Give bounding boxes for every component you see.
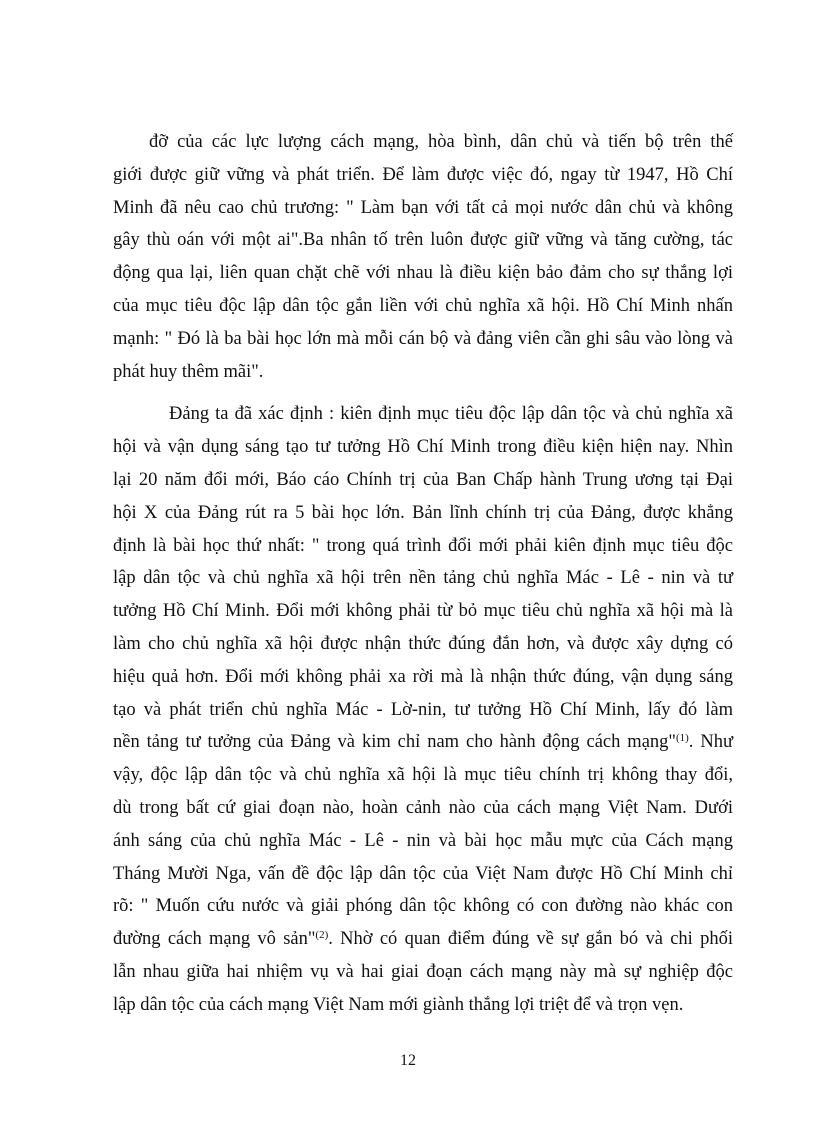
footnote-ref: (1)	[675, 732, 689, 745]
text-line: hiệu quả hơn. Đổi mới không phải xa rời mà là nhận thức đúng, vận dụng sáng	[113, 666, 733, 687]
text-line: rõ: " Muốn cứu nước và giải phóng dân tộc không có con đường nào khác con	[113, 896, 733, 917]
text-line: tưởng Hồ Chí Minh. Đổi mới không phải từ bỏ mục tiêu chủ nghĩa xã hội mà là	[113, 601, 733, 622]
text-line: làm cho chủ nghĩa xã hội được nhận thức đúng đắn hơn, và được xây dựng có	[113, 633, 733, 654]
footnote-ref: (2)	[315, 929, 329, 942]
text-line: gây thù oán với một ai".Ba nhân tố trên luôn được giữ vững và tăng cường, tác	[113, 230, 733, 251]
text-line: dù trong bất cứ giai đoạn nào, hoàn cảnh nào của cách mạng Việt Nam. Dưới	[113, 797, 733, 818]
text-line: ánh sáng của chủ nghĩa Mác - Lê - nin và bài học mẫu mực của Cách mạng	[113, 830, 733, 851]
text-line: động qua lại, liên quan chặt chẽ với nhau là điều kiện bảo đảm cho sự thắng lợi	[113, 263, 733, 284]
text-line: mạnh: " Đó là ba bài học lớn mà mỗi cán bộ và đảng viên cần ghi sâu vào lòng và	[113, 328, 733, 349]
body-text	[113, 126, 733, 1022]
text-line: lại 20 năm đổi mới, Báo cáo Chính trị của Ban Chấp hành Trung ương tại Đại	[113, 469, 733, 490]
text-line: Tháng Mười Nga, vấn đề độc lập dân tộc của Việt Nam được Hồ Chí Minh chỉ	[113, 863, 733, 884]
text-line: lập dân tộc của cách mạng Việt Nam mới giành thắng lợi triệt để và trọn vẹn.	[113, 994, 684, 1015]
text-line: của mục tiêu độc lập dân tộc gắn liền với chủ nghĩa xã hội. Hồ Chí Minh nhấn	[113, 295, 733, 316]
text-line: hội X của Đảng rút ra 5 bài học lớn. Bản lĩnh chính trị của Đảng, được khẳng	[113, 502, 733, 523]
text-fragment: . Nhờ có quan điểm đúng về sự gắn bó và chi phối	[328, 929, 733, 950]
text-line: phát huy thêm mãi".	[113, 361, 264, 382]
text-line: đỡ của các lực lượng cách mạng, hòa bình, dân chủ và tiến bộ trên thế	[149, 132, 733, 152]
text-line: tạo và phát triển chủ nghĩa Mác - Lờ-nin, tư tưởng Hồ Chí Minh, lấy đó làm	[113, 699, 733, 720]
text-line: Minh đã nêu cao chủ trương: " Làm bạn với tất cả mọi nước dân chủ và không	[113, 197, 733, 218]
text-fragment: đường cách mạng vô sản"	[113, 929, 316, 950]
text-line: vậy, độc lập dân tộc và chủ nghĩa xã hội là mục tiêu chính trị không thay đổi,	[113, 765, 733, 786]
text-fragment: . Như	[688, 732, 733, 753]
text-line-with-footnote	[113, 726, 733, 759]
text-line: Đảng ta đã xác định : kiên định mục tiêu độc lập dân tộc và chủ nghĩa xã	[169, 404, 733, 425]
text-line: giới được giữ vững và phát triển. Để làm được việc đó, ngay từ 1947, Hồ Chí	[113, 164, 733, 185]
paragraph-gap	[113, 388, 733, 398]
text-line-with-footnote	[113, 923, 733, 956]
text-line: định là bài học thứ nhất: " trong quá trình đổi mới phải kiên định mục tiêu độc	[113, 535, 733, 556]
text-line: lập dân tộc và chủ nghĩa xã hội trên nền tảng chủ nghĩa Mác - Lê - nin và tư	[113, 568, 733, 589]
page-number: 12	[400, 1052, 416, 1069]
text-fragment: nền tảng tư tưởng của Đảng và kim chỉ nam cho hành động cách mạng"	[113, 732, 676, 753]
text-line: hội và vận dụng sáng tạo tư tưởng Hồ Chí Minh trong điều kiện hiện nay. Nhìn	[113, 437, 733, 458]
text-line: lẫn nhau giữa hai nhiệm vụ và hai giai đoạn cách mạng này mà sự nghiệp độc	[113, 961, 733, 982]
